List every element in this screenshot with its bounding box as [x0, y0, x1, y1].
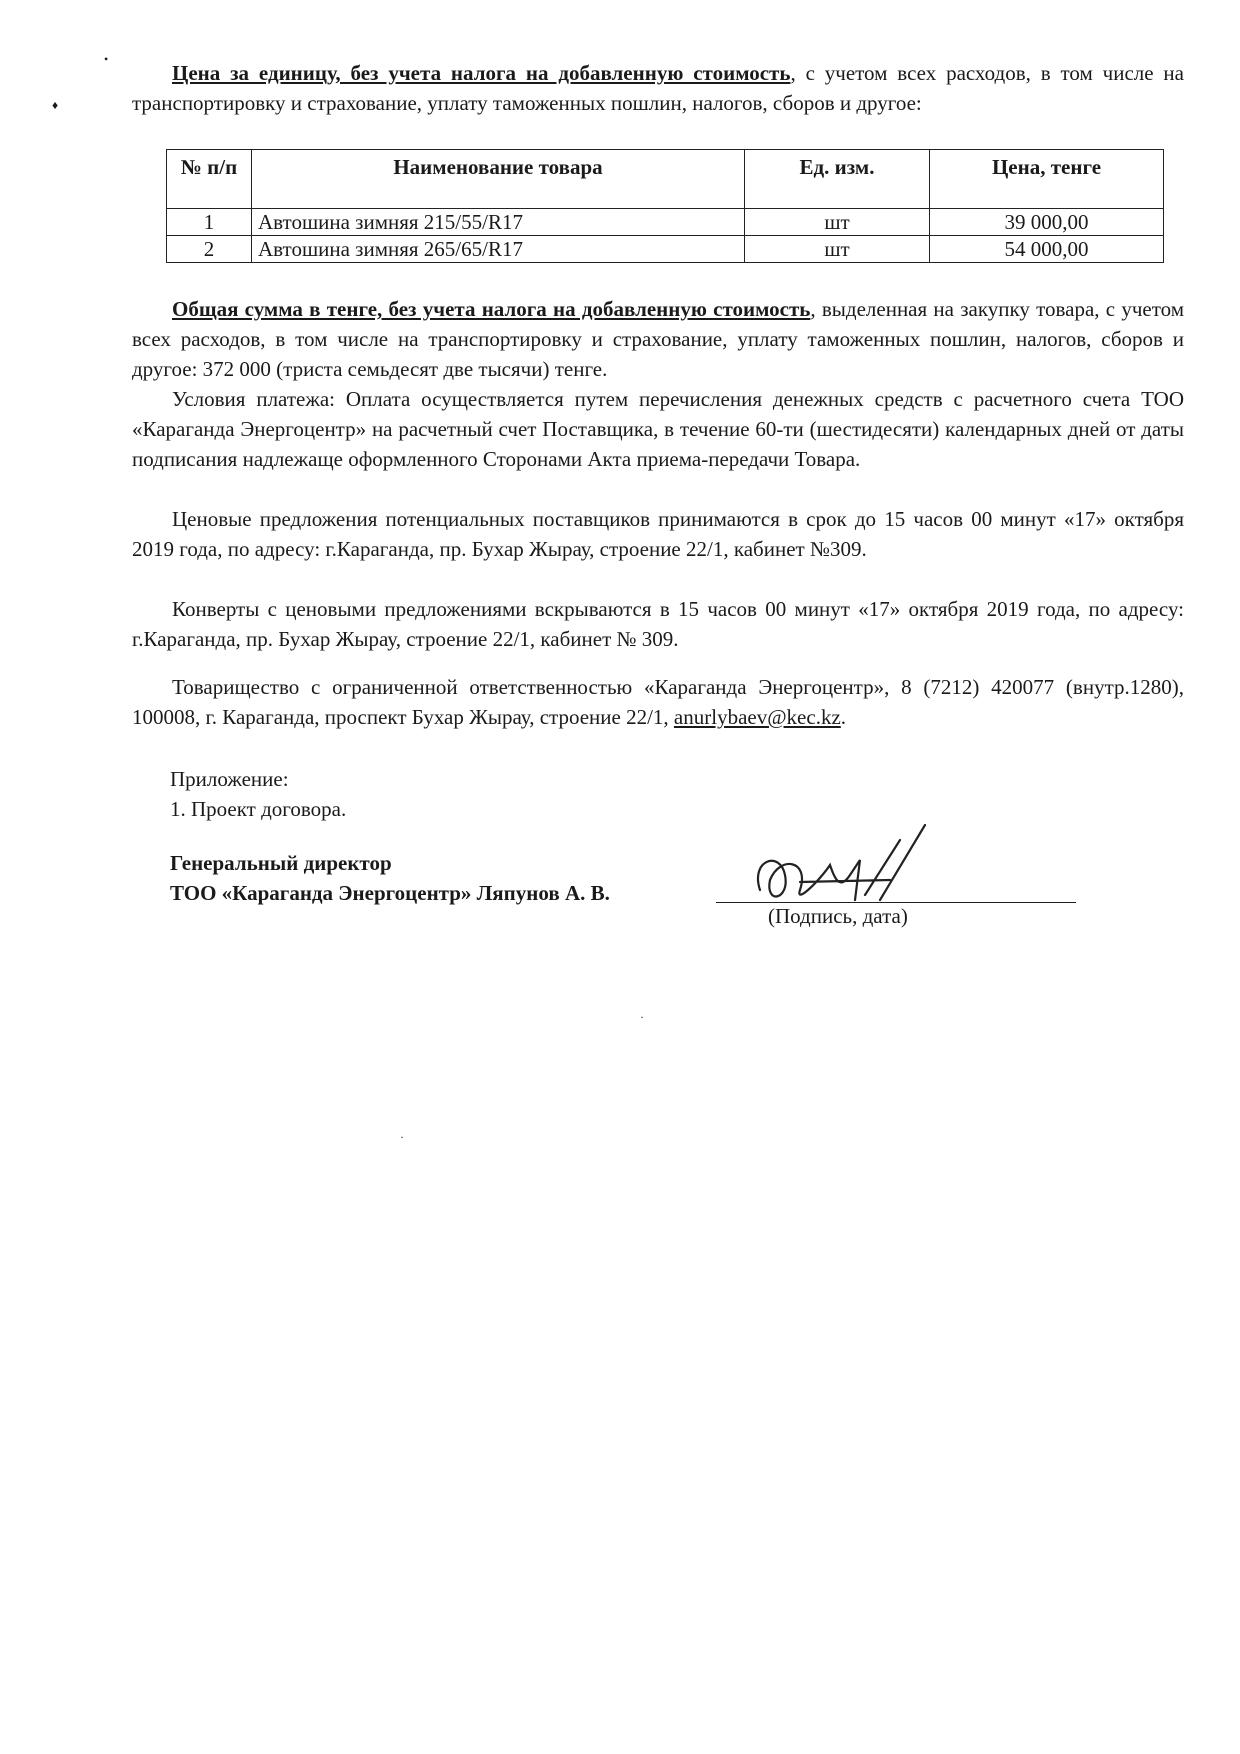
envelopes-opening: Конверты с ценовыми предложениями вскрываются в 15 часов 00 минут «17» октября 2019 года, по адресу: г.Караганда, пр. Бухар Жырау, строение 22/1, кабинет № 309. [132, 597, 1184, 651]
unit-price-paragraph [132, 58, 1184, 118]
header-unit: Ед. изм. [745, 150, 930, 209]
table-header-row [167, 150, 1164, 209]
row-unit: шт [745, 209, 930, 236]
row-name: Автошина зимняя 215/55/R17 [252, 209, 745, 236]
row-unit: шт [745, 236, 930, 263]
company-text-end: . [840, 705, 847, 729]
unit-price-text: , с учетом всех расходов, в том числе на транспортировку и страхование, уплату таможенных пошлин, налогов, сборов и другое: [132, 61, 1184, 115]
signature-line [716, 902, 1076, 903]
row-price: 39 000,00 [930, 209, 1164, 236]
row-name: Автошина зимняя 265/65/R17 [252, 236, 745, 263]
attachment-title: Приложение: [170, 767, 289, 791]
company-email-link[interactable]: anurlybaev@kec.kz [673, 705, 841, 729]
header-num: № п/п [167, 150, 252, 209]
total-paragraph [132, 294, 1184, 384]
unit-price-heading: Цена за единицу, без учета налога на добавленную стоимость [172, 61, 791, 85]
header-name: Наименование товара [252, 150, 745, 209]
scan-bullet-mark: ♦ [52, 98, 59, 112]
company-contacts [132, 672, 1184, 732]
header-price: Цена, тенге [930, 150, 1164, 209]
signatory-block [170, 848, 610, 908]
signature-caption: (Подпись, дата) [768, 904, 908, 928]
scan-speck: · [640, 1010, 644, 1024]
signatory-name: ТОО «Караганда Энергоцентр» Ляпунов А. В. [170, 881, 610, 905]
signatory-position: Генеральный директор [170, 851, 392, 875]
total-text: , выделенная на закупку товара, с учетом всех расходов, в том числе на транспортировку и страхование, уплату таможенных пошлин, налогов, сборов и другое: 372 000 (триста семьдесят две тысячи) тенге. [132, 297, 1185, 381]
payment-terms: Условия платежа: Оплата осуществляется путем перечисления денежных средств с расчетного счета ТОО «Караганда Энергоцентр» на расчетный счет Поставщика, в течение 60-ти (шестидесяти) календарных дней от даты подписания надлежаще оформленного Сторонами Акта приема-передачи Товара. [132, 387, 1184, 471]
row-price: 54 000,00 [930, 236, 1164, 263]
row-num: 1 [167, 209, 252, 236]
total-heading: Общая сумма в тенге, без учета налога на добавленную стоимость [172, 297, 811, 321]
company-text: Товарищество с ограниченной ответственностью «Караганда Энергоцентр», 8 (7212) 420077 (внутр.1280), 100008, г. Караганда, проспект Бухар Жырау, строение 22/1, [132, 675, 1184, 729]
table-row [167, 209, 1164, 236]
scan-speck: · [400, 1130, 404, 1144]
table-row [167, 236, 1164, 263]
attachment-item: 1. Проект договора. [170, 797, 347, 821]
row-num: 2 [167, 236, 252, 263]
scan-dot-mark: • [104, 52, 109, 66]
items-table [166, 149, 1164, 263]
offers-deadline: Ценовые предложения потенциальных поставщиков принимаются в срок до 15 часов 00 минут «17» октября 2019 года, по адресу: г.Караганда, пр. Бухар Жырау, строение 22/1, кабинет №309. [132, 507, 1184, 561]
